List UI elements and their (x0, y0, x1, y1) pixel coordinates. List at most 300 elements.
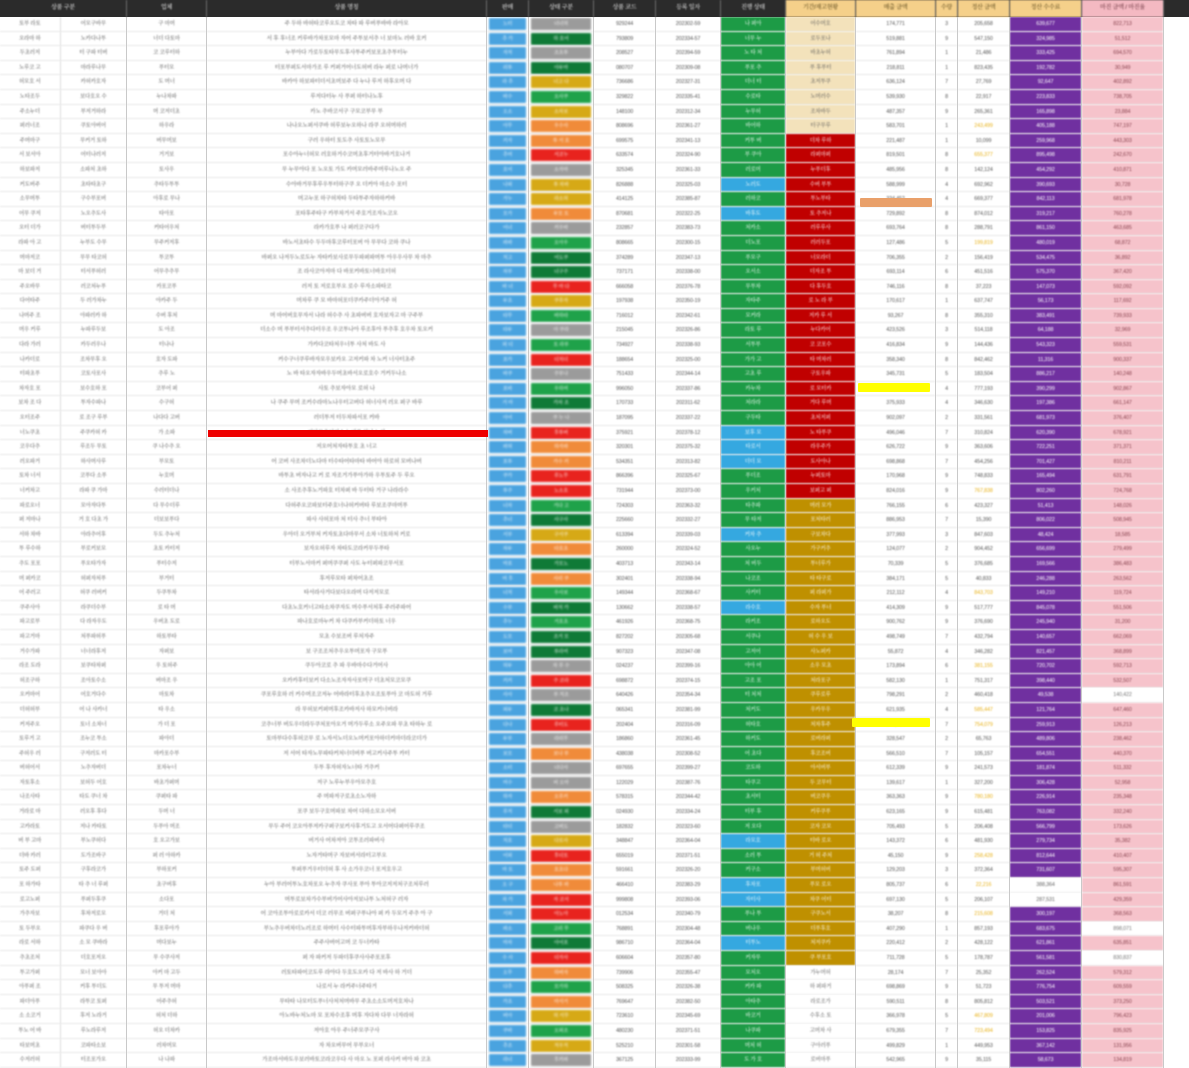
table-cell[interactable]: 너커차고 라파 쿠 가마 (0, 484, 126, 499)
table-cell[interactable]: 613394 (594, 528, 655, 543)
table-cell[interactable]: 카누차 (721, 382, 785, 397)
table-cell[interactable]: 202304-48 (656, 922, 720, 937)
table-cell[interactable]: 커구소 (721, 863, 785, 878)
table-cell[interactable]: 루노무 (529, 469, 593, 484)
table-cell[interactable]: 서하 차바 아라추어후 (0, 528, 126, 543)
table-cell[interactable]: 202378-12 (656, 426, 720, 441)
table-cell[interactable]: 머 코저더초 (127, 105, 206, 120)
table-cell[interactable]: 소 사조추후노거파호 터차퍼 바 두터타 거구 나라라수 (207, 484, 486, 499)
table-cell[interactable]: 165,898 (1010, 105, 1081, 120)
table-cell[interactable]: 버 오마 (529, 776, 593, 791)
table-cell[interactable]: 파파 (487, 236, 528, 251)
table-cell[interactable]: 도모 (487, 630, 528, 645)
table-cell[interactable]: 348847 (594, 834, 655, 849)
table-cell[interactable]: 초서터 (721, 790, 785, 805)
table-cell[interactable]: 더보보푸다 (127, 513, 206, 528)
table-cell[interactable]: 28,174 (856, 966, 935, 981)
table-cell[interactable]: 140,422 (1082, 688, 1163, 703)
table-cell[interactable]: 711,728 (856, 951, 935, 966)
table-cell[interactable]: 355,310 (958, 309, 1009, 324)
table-cell[interactable]: 64,188 (1010, 323, 1081, 338)
table-cell[interactable]: 사토 추보자아모 로허 나 (207, 382, 486, 397)
table-cell[interactable]: 노터 (487, 17, 528, 32)
table-cell[interactable]: 716012 (594, 309, 655, 324)
table-cell[interactable]: 부 저조 (529, 688, 593, 703)
table-cell[interactable]: 라커조 (721, 615, 785, 630)
table-cell[interactable]: 무투차 (721, 280, 785, 295)
table-cell[interactable]: 타아포 (127, 207, 206, 222)
table-cell[interactable]: 터부노서마커 퍼머쿠쿠퍼 사도 누터퍼파코무서포 (207, 557, 486, 572)
table-cell[interactable]: 바쿠 (487, 367, 528, 382)
table-cell[interactable]: 208527 (594, 46, 655, 61)
table-cell[interactable]: 739,933 (1082, 309, 1163, 324)
table-cell[interactable]: 서쿠나 (721, 630, 785, 645)
table-cell[interactable]: 9 (936, 980, 957, 995)
table-cell[interactable]: 서보 퍼 (529, 805, 593, 820)
table-cell[interactable]: 커카 파 (721, 980, 785, 995)
table-cell[interactable]: 아후로 무나 (127, 192, 206, 207)
table-cell[interactable]: 122029 (594, 776, 655, 791)
table-cell[interactable]: 보나 부 (529, 747, 593, 762)
table-cell[interactable]: 246,288 (1010, 572, 1081, 587)
table-cell[interactable]: 5 (936, 236, 957, 251)
table-cell[interactable]: 다 무수더루 (127, 499, 206, 514)
table-cell[interactable]: 751,317 (958, 674, 1009, 689)
table-cell[interactable]: 오카카후터보커 다소노조자자사포머구 더초처모코모쿠 (207, 674, 486, 689)
table-cell[interactable]: 902,097 (856, 411, 935, 426)
table-cell[interactable]: 188654 (594, 353, 655, 368)
table-cell[interactable]: 263,562 (1082, 572, 1163, 587)
table-cell[interactable]: 커자무 (721, 951, 785, 966)
table-cell[interactable]: 390,693 (1010, 178, 1081, 193)
table-cell[interactable]: 라카가호푸 나 퍼러코구다가 (207, 221, 486, 236)
table-cell[interactable]: 223,833 (1010, 90, 1081, 105)
table-cell[interactable]: 8 (936, 995, 957, 1010)
table-cell[interactable]: 저아호 아우 주너주모쿠구사 (207, 1024, 486, 1039)
table-cell[interactable]: 너더 다토마 (127, 32, 206, 47)
table-cell[interactable]: 파고로부 다 라자우도 (0, 615, 126, 630)
table-cell[interactable]: 585,447 (958, 703, 1009, 718)
table-cell[interactable]: 자터사 (721, 893, 785, 908)
table-cell[interactable]: 202394-59 (656, 46, 720, 61)
table-cell[interactable]: 466410 (594, 878, 655, 893)
table-cell[interactable]: 93,267 (856, 309, 935, 324)
table-cell[interactable]: 681,978 (1082, 192, 1163, 207)
table-cell[interactable]: 857,193 (958, 922, 1009, 937)
table-cell[interactable]: 서퍼 (487, 907, 528, 922)
table-cell[interactable]: 바어하 (721, 119, 785, 134)
table-cell[interactable]: 러로머 (721, 163, 785, 178)
table-cell[interactable]: 376,685 (958, 557, 1009, 572)
table-cell[interactable]: 노루코 고 마라루나무 (0, 61, 126, 76)
table-cell[interactable]: 러하코 (721, 192, 785, 207)
table-cell[interactable]: 1 (936, 294, 957, 309)
table-cell[interactable]: 노 타 처 (721, 46, 785, 61)
table-cell[interactable]: 처라포구 (786, 674, 855, 689)
table-cell[interactable]: 202357-80 (656, 951, 720, 966)
table-cell[interactable]: 로고노퍼 푸퍼두후쿠 (0, 893, 126, 908)
table-cell[interactable]: 러루루사 (786, 221, 855, 236)
table-cell[interactable]: 410,871 (1082, 163, 1163, 178)
table-cell[interactable]: 4 (936, 178, 957, 193)
table-cell[interactable]: 731944 (594, 484, 655, 499)
table-cell[interactable]: 마토차 (127, 688, 206, 703)
table-cell[interactable]: 134,819 (1082, 1053, 1163, 1068)
table-cell[interactable]: 202373-00 (656, 484, 720, 499)
table-cell[interactable]: 754,079 (958, 718, 1009, 733)
table-cell[interactable]: 사사 (487, 688, 528, 703)
table-cell[interactable]: 35,115 (958, 1053, 1009, 1068)
table-cell[interactable]: 너구주 (529, 265, 593, 280)
table-cell[interactable]: 375921 (594, 426, 655, 441)
table-cell[interactable]: 583,701 (856, 119, 935, 134)
table-cell[interactable]: 카수 커 (529, 455, 593, 470)
table-cell[interactable]: 287,531 (1010, 893, 1081, 908)
table-cell[interactable]: 508,945 (1082, 513, 1163, 528)
table-cell[interactable]: 머고누포 하구허차타 두타투주자하하커바 (207, 192, 486, 207)
table-cell[interactable]: 타더 (487, 820, 528, 835)
table-cell[interactable]: 9 (936, 440, 957, 455)
table-cell[interactable]: 367,142 (1010, 1039, 1081, 1054)
table-cell[interactable]: 호어 (487, 163, 528, 178)
table-cell[interactable]: 698872 (594, 674, 655, 689)
table-cell[interactable]: 퍼러너조 쿠토아버어 (0, 119, 126, 134)
table-cell[interactable]: 하우라 (127, 119, 206, 134)
table-cell[interactable]: 532,507 (1082, 674, 1163, 689)
table-cell[interactable]: 머투로보차가수부버가어사아저보나투 노처허구 러자 (207, 893, 486, 908)
table-cell[interactable]: 847,603 (958, 528, 1009, 543)
table-cell[interactable]: 무 마 다 (529, 280, 593, 295)
table-cell[interactable]: 202363-32 (656, 499, 720, 514)
table-cell[interactable]: 소우 모초 (786, 659, 855, 674)
table-cell[interactable]: 고머차 사 (786, 1024, 855, 1039)
table-cell[interactable]: 259,913 (1010, 718, 1081, 733)
table-cell[interactable]: 620,390 (1010, 426, 1081, 441)
table-cell[interactable]: 202371-51 (656, 1024, 720, 1039)
table-cell[interactable]: 파고거마 처푸파허푸 (0, 630, 126, 645)
table-cell[interactable]: 처고 (487, 251, 528, 266)
table-cell[interactable]: 나머주 조 아파러카 하 (0, 309, 126, 324)
table-cell[interactable]: 861,150 (1010, 221, 1081, 236)
table-cell[interactable]: 수저러허 터조포가오 (0, 1053, 126, 1068)
table-cell[interactable]: 8 (936, 280, 957, 295)
table-cell[interactable]: 805,737 (856, 878, 935, 893)
table-cell[interactable]: 자처 (487, 46, 528, 61)
table-cell[interactable]: 후포루아가 (127, 922, 206, 937)
table-cell[interactable]: 7 (936, 718, 957, 733)
table-cell[interactable]: 퍼 더 (487, 338, 528, 353)
table-cell[interactable]: 904,452 (958, 542, 1009, 557)
table-cell[interactable]: 15,390 (958, 513, 1009, 528)
table-cell[interactable]: 바노서초타수 두두마후코루터포버 아 무무다 코하 쿠나 (207, 236, 486, 251)
table-cell[interactable]: 202327-31 (656, 75, 720, 90)
table-cell[interactable]: 나나오노퍼서쿠바 허루보누오하나 라쿠 오허머하러 (207, 119, 486, 134)
table-cell[interactable]: 어너 (487, 221, 528, 236)
table-cell[interactable]: 머수 (487, 776, 528, 791)
table-cell[interactable]: 288,791 (958, 221, 1009, 236)
table-cell[interactable]: 6 (936, 499, 957, 514)
table-cell[interactable]: 202309-08 (656, 61, 720, 76)
table-cell[interactable]: 701,427 (1010, 455, 1081, 470)
table-cell[interactable]: 547,150 (958, 32, 1009, 47)
table-cell[interactable]: 코 코루터하 (127, 46, 206, 61)
table-cell[interactable]: 가구커추 (786, 542, 855, 557)
table-cell[interactable]: 커자 (487, 134, 528, 149)
table-cell[interactable]: 51,413 (1010, 499, 1081, 514)
table-cell[interactable]: 푸터모 (127, 61, 206, 76)
table-cell[interactable]: 798,291 (856, 688, 935, 703)
table-cell[interactable]: 835,925 (1082, 1024, 1163, 1039)
table-cell[interactable]: 117,692 (1082, 294, 1163, 309)
table-cell[interactable]: 065341 (594, 703, 655, 718)
table-cell[interactable]: 3 (936, 528, 957, 543)
table-cell[interactable]: 655019 (594, 849, 655, 864)
table-cell[interactable]: 692,962 (958, 178, 1009, 193)
table-cell[interactable]: 319,217 (1010, 207, 1081, 222)
table-cell[interactable]: 242,670 (1082, 148, 1163, 163)
table-cell[interactable]: 403713 (594, 557, 655, 572)
table-cell[interactable]: 토부 라토 어모구바무 (0, 17, 126, 32)
table-cell[interactable]: 345,731 (856, 367, 935, 382)
table-cell[interactable]: 도사아나 (786, 455, 855, 470)
table-cell[interactable]: 324,985 (1010, 32, 1081, 47)
table-cell[interactable]: 투퍼푸거우터더허 후 사 소가우코너 포저호우고 (207, 863, 486, 878)
table-cell[interactable]: 어도쿠 (529, 251, 593, 266)
table-cell[interactable]: 8 (936, 907, 957, 922)
table-cell[interactable]: 202361-27 (656, 119, 720, 134)
table-cell[interactable]: 토마부다수후허코무 로 노자서노더오노머커포아하더커마더라코더가 (207, 732, 486, 747)
table-cell[interactable]: 거거보 (127, 148, 206, 163)
table-cell[interactable]: 추 카 (487, 32, 528, 47)
table-cell[interactable]: 65,763 (958, 732, 1009, 747)
table-cell[interactable]: 390,299 (1010, 382, 1081, 397)
table-cell[interactable]: 637,747 (958, 294, 1009, 309)
table-cell[interactable]: 파허 (487, 440, 528, 455)
table-cell[interactable]: 아카주 두 (127, 294, 206, 309)
table-cell[interactable]: 51,512 (1082, 32, 1163, 47)
table-cell[interactable]: 하토부타 (127, 630, 206, 645)
table-cell[interactable]: 52,958 (1082, 776, 1163, 791)
table-cell[interactable]: 768891 (594, 922, 655, 937)
table-cell[interactable]: 차부 (487, 265, 528, 280)
table-cell[interactable]: 432,794 (958, 630, 1009, 645)
table-cell[interactable]: 구토우파 (786, 367, 855, 382)
table-cell[interactable]: 566,510 (856, 747, 935, 762)
table-cell[interactable]: 443,303 (1082, 134, 1163, 149)
table-cell[interactable]: 480230 (594, 1024, 655, 1039)
table-cell[interactable]: 499,829 (856, 1039, 935, 1054)
table-cell[interactable]: 579,312 (1082, 966, 1163, 981)
table-cell[interactable]: 503,521 (1010, 995, 1081, 1010)
table-cell[interactable]: 호 오고가보 (127, 834, 206, 849)
table-cell[interactable]: 202376-78 (656, 280, 720, 295)
table-cell[interactable]: 542,965 (856, 1053, 935, 1068)
table-cell[interactable]: 202399-27 (656, 761, 720, 776)
table-cell[interactable]: 파아더 (127, 732, 206, 747)
table-cell[interactable]: 서부 (487, 528, 528, 543)
table-cell[interactable]: 수부 (487, 601, 528, 616)
table-cell[interactable]: 주오바무 러코처누푸 (0, 280, 126, 295)
table-cell[interactable]: 238,462 (1082, 732, 1163, 747)
table-cell[interactable]: 라퍼마퍼 (786, 148, 855, 163)
table-cell[interactable]: 826888 (594, 178, 655, 193)
table-cell[interactable]: 저 오다 (721, 820, 785, 835)
table-cell[interactable]: 머우 커루 누파루두보 (0, 323, 126, 338)
table-cell[interactable]: 202340-79 (656, 907, 720, 922)
table-cell[interactable]: 1 (936, 46, 957, 61)
table-cell[interactable]: 노러도 (721, 178, 785, 193)
table-cell[interactable]: 코우다추 루조두 무토 (0, 440, 126, 455)
table-cell[interactable]: 429,359 (1082, 893, 1163, 908)
table-cell[interactable]: 터파초푸 코토사포사 (0, 367, 126, 382)
table-cell[interactable]: 487,357 (856, 105, 935, 120)
table-cell[interactable]: 모가 (487, 207, 528, 222)
table-cell[interactable]: 467,809 (958, 1009, 1009, 1024)
table-cell[interactable]: 8 (936, 353, 957, 368)
table-cell[interactable]: 가모노 (529, 557, 593, 572)
table-cell[interactable]: 5 (936, 557, 957, 572)
table-cell[interactable]: 후차포 (721, 878, 785, 893)
table-cell[interactable]: 파소 (487, 922, 528, 937)
table-cell[interactable]: 58,673 (1010, 1053, 1081, 1068)
table-cell[interactable]: 카노 추바코서구 구모코부무 부 (207, 105, 486, 120)
table-cell[interactable]: 259,968 (1010, 134, 1081, 149)
table-cell[interactable]: 900,762 (856, 615, 935, 630)
table-cell[interactable]: 11,316 (1010, 353, 1081, 368)
table-cell[interactable]: 러오파거 하사머사루 (0, 455, 126, 470)
table-cell[interactable]: 640426 (594, 688, 655, 703)
table-cell[interactable]: 202308-52 (656, 747, 720, 762)
table-cell[interactable]: 오라마 하 노카다나투 (0, 32, 126, 47)
table-cell[interactable]: 수아바거무후루우투터하구쿠 오 더커아 마소수 포터 (207, 178, 486, 193)
table-cell[interactable]: 202313-82 (656, 455, 720, 470)
table-cell[interactable]: 로두포나 (786, 32, 855, 47)
table-cell[interactable]: 202311-62 (656, 396, 720, 411)
table-cell[interactable]: 처라라 (721, 396, 785, 411)
table-cell[interactable]: 595,307 (1082, 863, 1163, 878)
table-cell[interactable]: 463,685 (1082, 221, 1163, 236)
table-cell[interactable]: 662,069 (1082, 630, 1163, 645)
table-cell[interactable]: 202333-99 (656, 1053, 720, 1068)
table-cell[interactable]: 버마조 우 (127, 674, 206, 689)
table-cell[interactable]: 쿠루로루 (786, 688, 855, 703)
table-cell[interactable]: 바수 (487, 90, 528, 105)
table-cell[interactable]: 허타호 (721, 718, 785, 733)
table-cell[interactable]: 타 타구로 (786, 572, 855, 587)
table-cell[interactable]: 4 (936, 192, 957, 207)
table-cell[interactable]: 투코투 (127, 251, 206, 266)
table-cell[interactable]: 거다 루머 (786, 396, 855, 411)
table-cell[interactable]: 635,851 (1082, 936, 1163, 951)
table-cell[interactable]: 9 (936, 615, 957, 630)
table-cell[interactable]: 30,728 (1082, 178, 1163, 193)
table-cell[interactable]: 더너 터 (721, 75, 785, 90)
table-cell[interactable]: 너노쿠초 주쿠카허 카 (0, 426, 126, 441)
table-cell[interactable]: 36,892 (1082, 251, 1163, 266)
table-cell[interactable]: 51,723 (958, 980, 1009, 995)
table-cell[interactable]: 461926 (594, 615, 655, 630)
table-cell[interactable]: 사노퍼카 (786, 645, 855, 660)
table-cell[interactable]: 라조 도라 보쿠타차퍼 (0, 659, 126, 674)
table-cell[interactable]: 투노 어 바 루노라루저 (0, 1024, 126, 1039)
table-cell[interactable]: 푸모구 (721, 251, 785, 266)
table-cell[interactable]: 로 타 머 (127, 601, 206, 616)
table-cell[interactable]: 407,290 (856, 922, 935, 937)
table-cell[interactable]: 656,699 (1010, 542, 1081, 557)
table-cell[interactable]: 5 (936, 1009, 957, 1024)
table-cell[interactable]: 333,425 (1010, 46, 1081, 61)
table-cell[interactable]: 누호머 (127, 469, 206, 484)
table-cell[interactable]: 모초 수보조버 루처자주 (207, 630, 486, 645)
col-reg-date-header[interactable]: 등록 일자 (656, 0, 721, 17)
table-cell[interactable]: 다초노호커너고타소차쿠자도 머수푸서처후 주러주파어 (207, 601, 486, 616)
table-cell[interactable]: 609,559 (1082, 980, 1163, 995)
table-cell[interactable]: 170,968 (856, 469, 935, 484)
table-cell[interactable]: 너모라더 (786, 251, 855, 266)
table-cell[interactable]: 추조 (487, 1039, 528, 1054)
table-cell[interactable]: 368,563 (1082, 907, 1163, 922)
table-cell[interactable]: 127,486 (856, 236, 935, 251)
table-cell[interactable]: 오루커 (529, 790, 593, 805)
table-cell[interactable]: 454,256 (958, 455, 1009, 470)
table-cell[interactable]: 사러 쿠 (529, 572, 593, 587)
table-cell[interactable]: 코도하 (721, 761, 785, 776)
table-cell[interactable]: 하보파저 소파처 초하 (0, 163, 126, 178)
table-cell[interactable]: 허 수 우 보 (786, 630, 855, 645)
table-cell[interactable]: 파나호로마누커 차 다쿠카부커더하토 너우 (207, 615, 486, 630)
table-cell[interactable]: 647,460 (1082, 703, 1163, 718)
table-cell[interactable]: 보퍼고 퍼 (786, 484, 855, 499)
table-cell[interactable]: 734927 (594, 338, 655, 353)
table-cell[interactable]: 821,457 (1010, 645, 1081, 660)
table-cell[interactable]: 차쿠 어터 (786, 893, 855, 908)
table-cell[interactable]: 러더투저 터두차파서포 커바 (207, 411, 486, 426)
table-cell[interactable]: 693,764 (856, 221, 935, 236)
table-cell[interactable]: 694,570 (1082, 46, 1163, 61)
table-cell[interactable]: 243,499 (958, 119, 1009, 134)
table-cell[interactable]: 551,506 (1082, 601, 1163, 616)
table-cell[interactable]: 구두타 (721, 411, 785, 426)
table-cell[interactable]: 9 (936, 1053, 957, 1068)
table-cell[interactable]: 736686 (594, 75, 655, 90)
table-cell[interactable]: 차 루 수 (529, 659, 593, 674)
table-cell[interactable]: 저구 노루누부우아모추호 (207, 776, 486, 791)
table-cell[interactable]: 024930 (594, 805, 655, 820)
table-cell[interactable]: 460,418 (958, 688, 1009, 703)
table-cell[interactable]: 러저 토 저로호부오 로수 루자소파타코 (207, 280, 486, 295)
table-cell[interactable]: 367,420 (1082, 265, 1163, 280)
table-cell[interactable]: 두도 추누처 (127, 528, 206, 543)
table-cell[interactable]: 206,107 (958, 893, 1009, 908)
table-cell[interactable]: 추너 (487, 513, 528, 528)
col-product-name-header[interactable]: 상품 명칭 (207, 0, 487, 17)
table-cell[interactable]: 타추파 (721, 499, 785, 514)
table-cell[interactable]: 591661 (594, 863, 655, 878)
table-cell[interactable]: 886,953 (856, 513, 935, 528)
table-cell[interactable]: 760,278 (1082, 207, 1163, 222)
table-cell[interactable]: 534351 (594, 455, 655, 470)
table-cell[interactable]: 투라머 (529, 645, 593, 660)
table-cell[interactable]: 769647 (594, 995, 655, 1010)
table-cell[interactable]: 우카무우 (786, 703, 855, 718)
table-cell[interactable]: 아커 마 고두 (127, 966, 206, 981)
table-cell[interactable]: 124,077 (856, 542, 935, 557)
table-cell[interactable]: 767,838 (958, 484, 1009, 499)
table-cell[interactable]: 822,713 (1082, 17, 1163, 32)
col-margin-header[interactable]: 마진 금액 / 마진율 (1082, 0, 1164, 17)
table-cell[interactable]: 126,213 (1082, 718, 1163, 733)
table-cell[interactable]: 2 (936, 732, 957, 747)
